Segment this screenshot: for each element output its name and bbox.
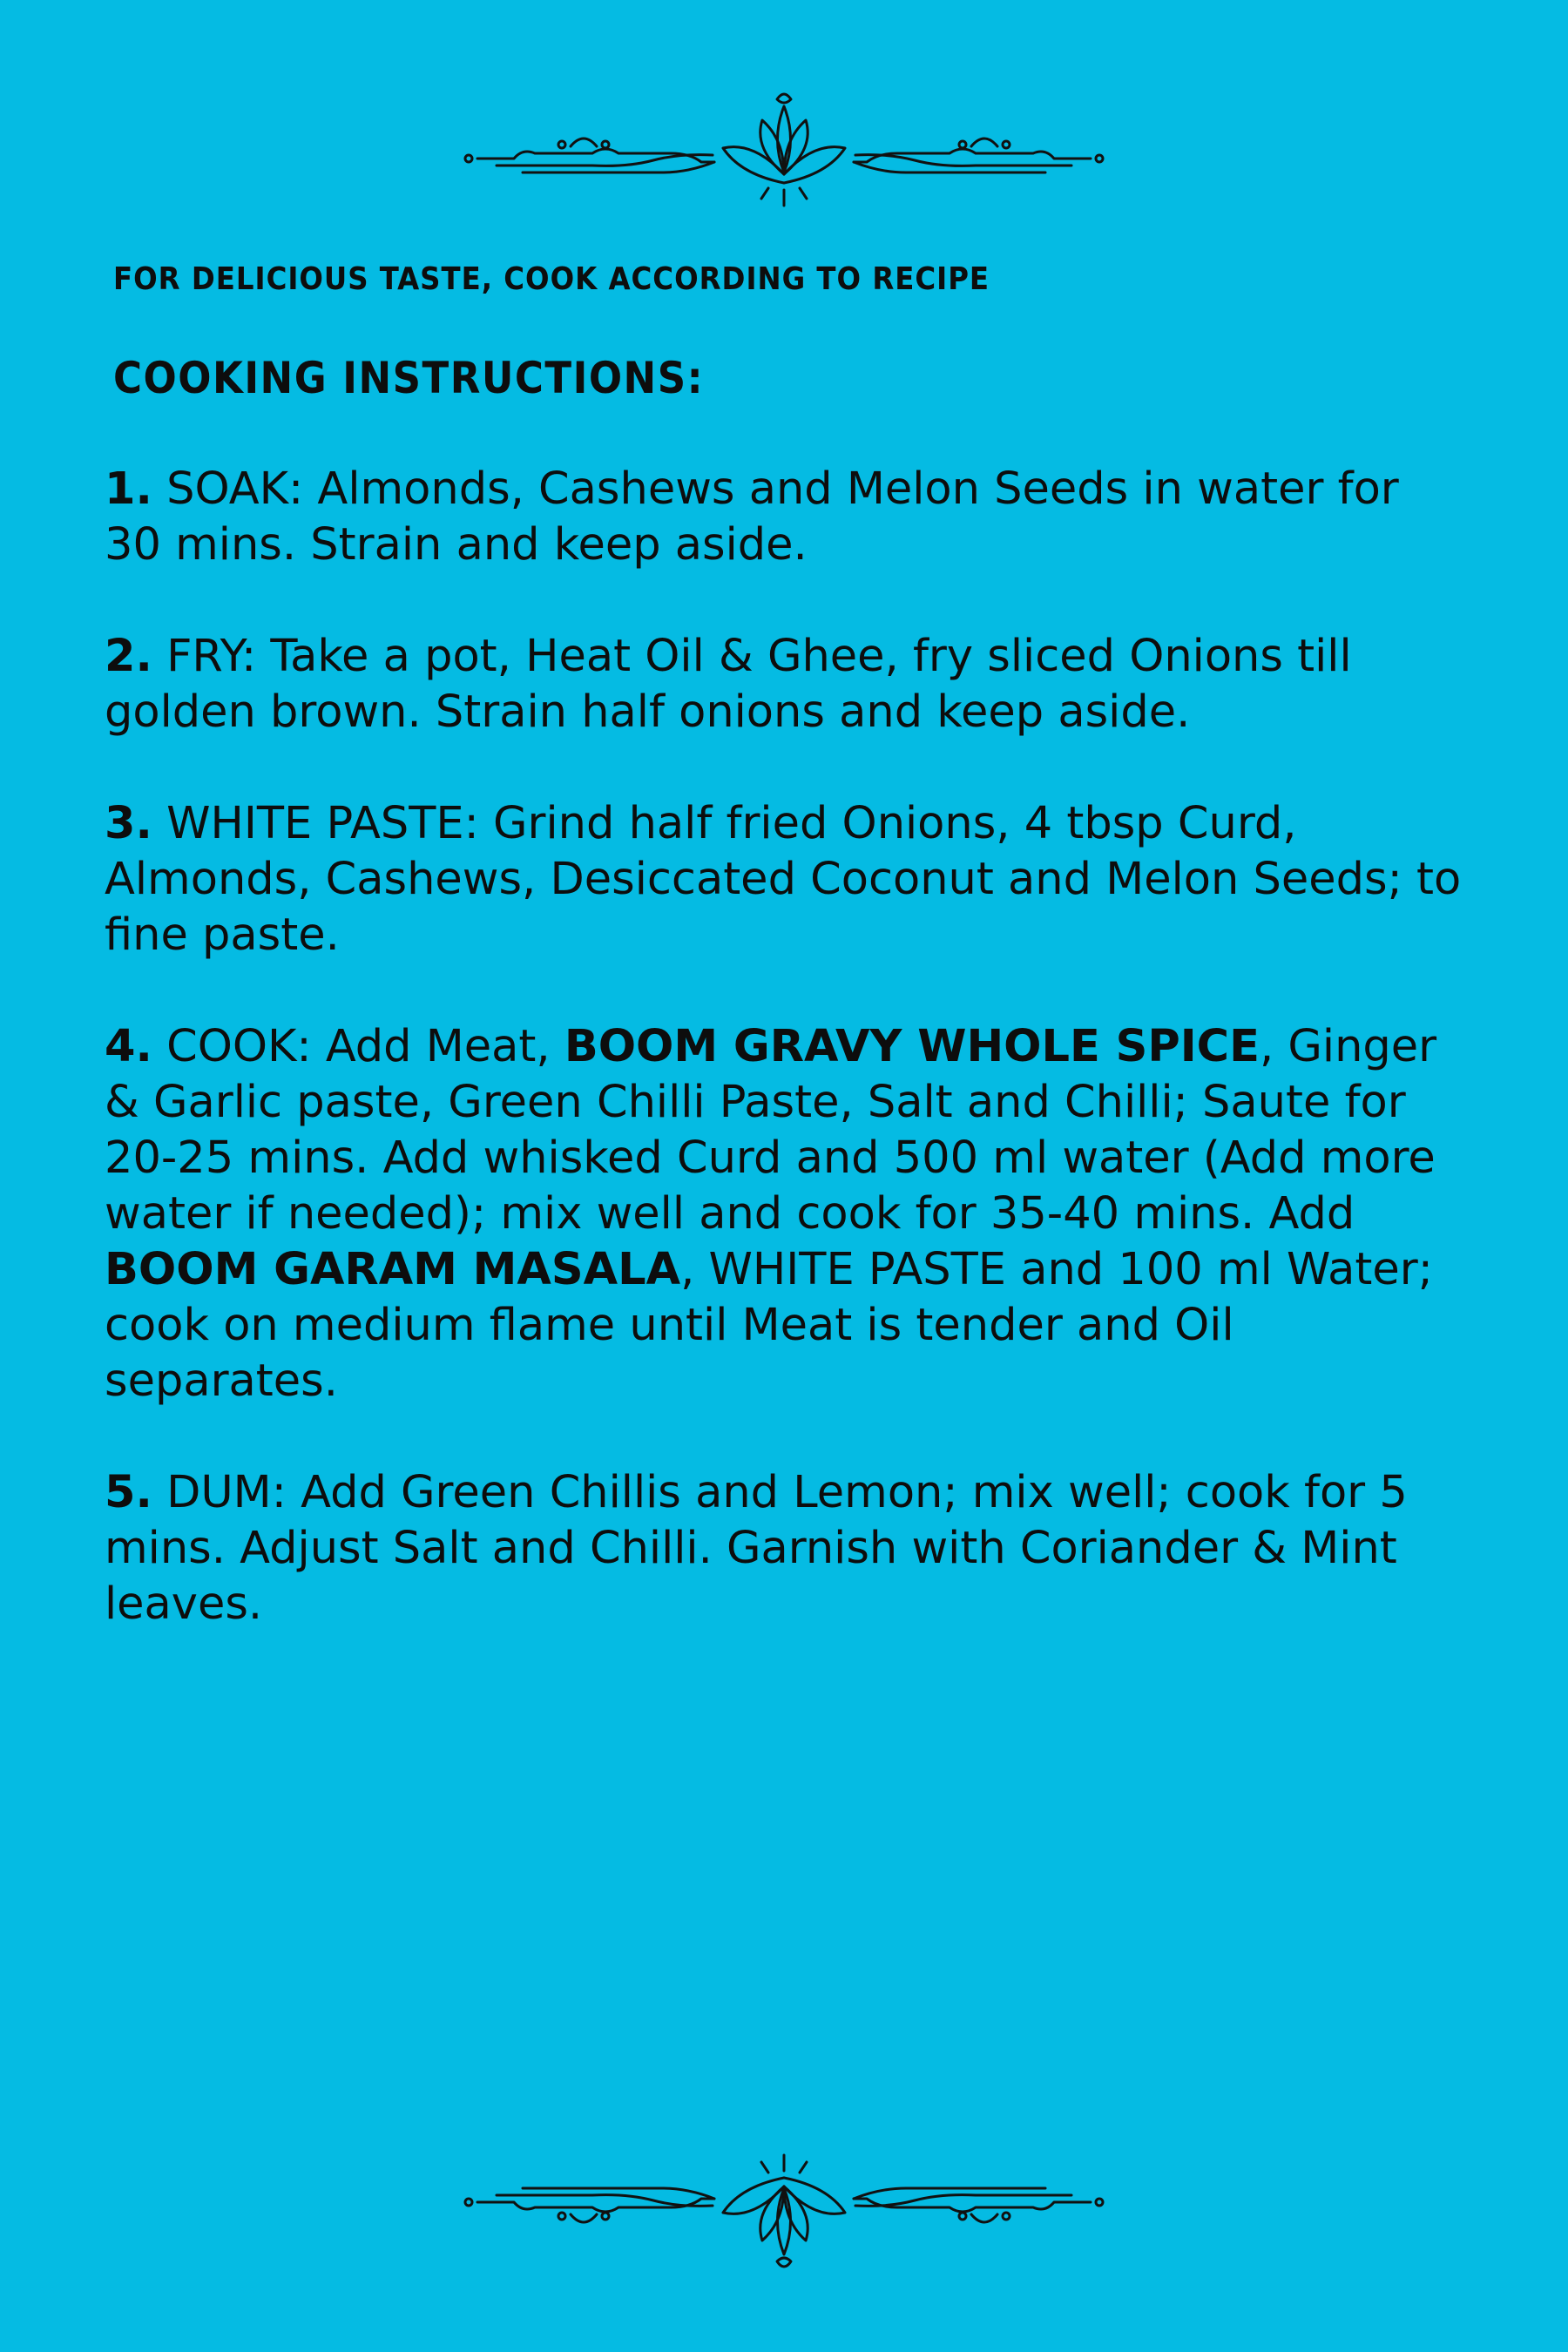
- product-name-highlight: BOOM GARAM MASALA: [105, 1244, 681, 1295]
- step-text: SOAK: Almonds, Cashews and Melon Seeds in water for 30 mins. Strain and keep aside.: [105, 463, 1399, 571]
- instructions-heading: COOKING INSTRUCTIONS:: [113, 353, 705, 403]
- step-number: 3.: [105, 798, 152, 849]
- bottom-ornament: [0, 2152, 1568, 2274]
- step-number: 4.: [105, 1021, 152, 1072]
- top-ornament: [0, 87, 1568, 209]
- step-text: , Ginger & Garlic paste, Green Chilli Paste, Salt and Chilli; Saute for 20-25 mins. Add whisked Curd and 500 ml water (Add more water if needed); mix well and cook for 35-40 mins. Add: [105, 1021, 1437, 1240]
- step-4: [105, 1019, 1463, 1409]
- step-text: COOK: Add Meat,: [152, 1021, 564, 1072]
- step-2: [105, 629, 1463, 740]
- instruction-steps: [105, 462, 1463, 1688]
- step-3: [105, 796, 1463, 963]
- flourish-divider-icon: [462, 87, 1106, 209]
- step-text: FRY: Take a pot, Heat Oil & Ghee, fry sliced Onions till golden brown. Strain half onions and keep aside.: [105, 631, 1352, 738]
- step-text: , WHITE PASTE and 100 ml Water; cook on medium flame until Meat is tender and Oil separates.: [105, 1244, 1433, 1407]
- step-number: 1.: [105, 463, 152, 515]
- product-name-highlight: BOOM GRAVY WHOLE SPICE: [564, 1021, 1260, 1072]
- step-number: 2.: [105, 631, 152, 682]
- step-text: DUM: Add Green Chillis and Lemon; mix well; cook for 5 mins. Adjust Salt and Chilli. Garnish with Coriander & Mint leaves.: [105, 1467, 1408, 1630]
- flourish-divider-icon: [462, 2152, 1106, 2274]
- tagline: FOR DELICIOUS TASTE, COOK ACCORDING TO RECIPE: [113, 261, 990, 297]
- step-number: 5.: [105, 1467, 152, 1518]
- step-5: [105, 1465, 1463, 1632]
- step-1: [105, 462, 1463, 573]
- step-text: WHITE PASTE: Grind half fried Onions, 4 tbsp Curd, Almonds, Cashews, Desiccated Coconut and Melon Seeds; to fine paste.: [105, 798, 1462, 961]
